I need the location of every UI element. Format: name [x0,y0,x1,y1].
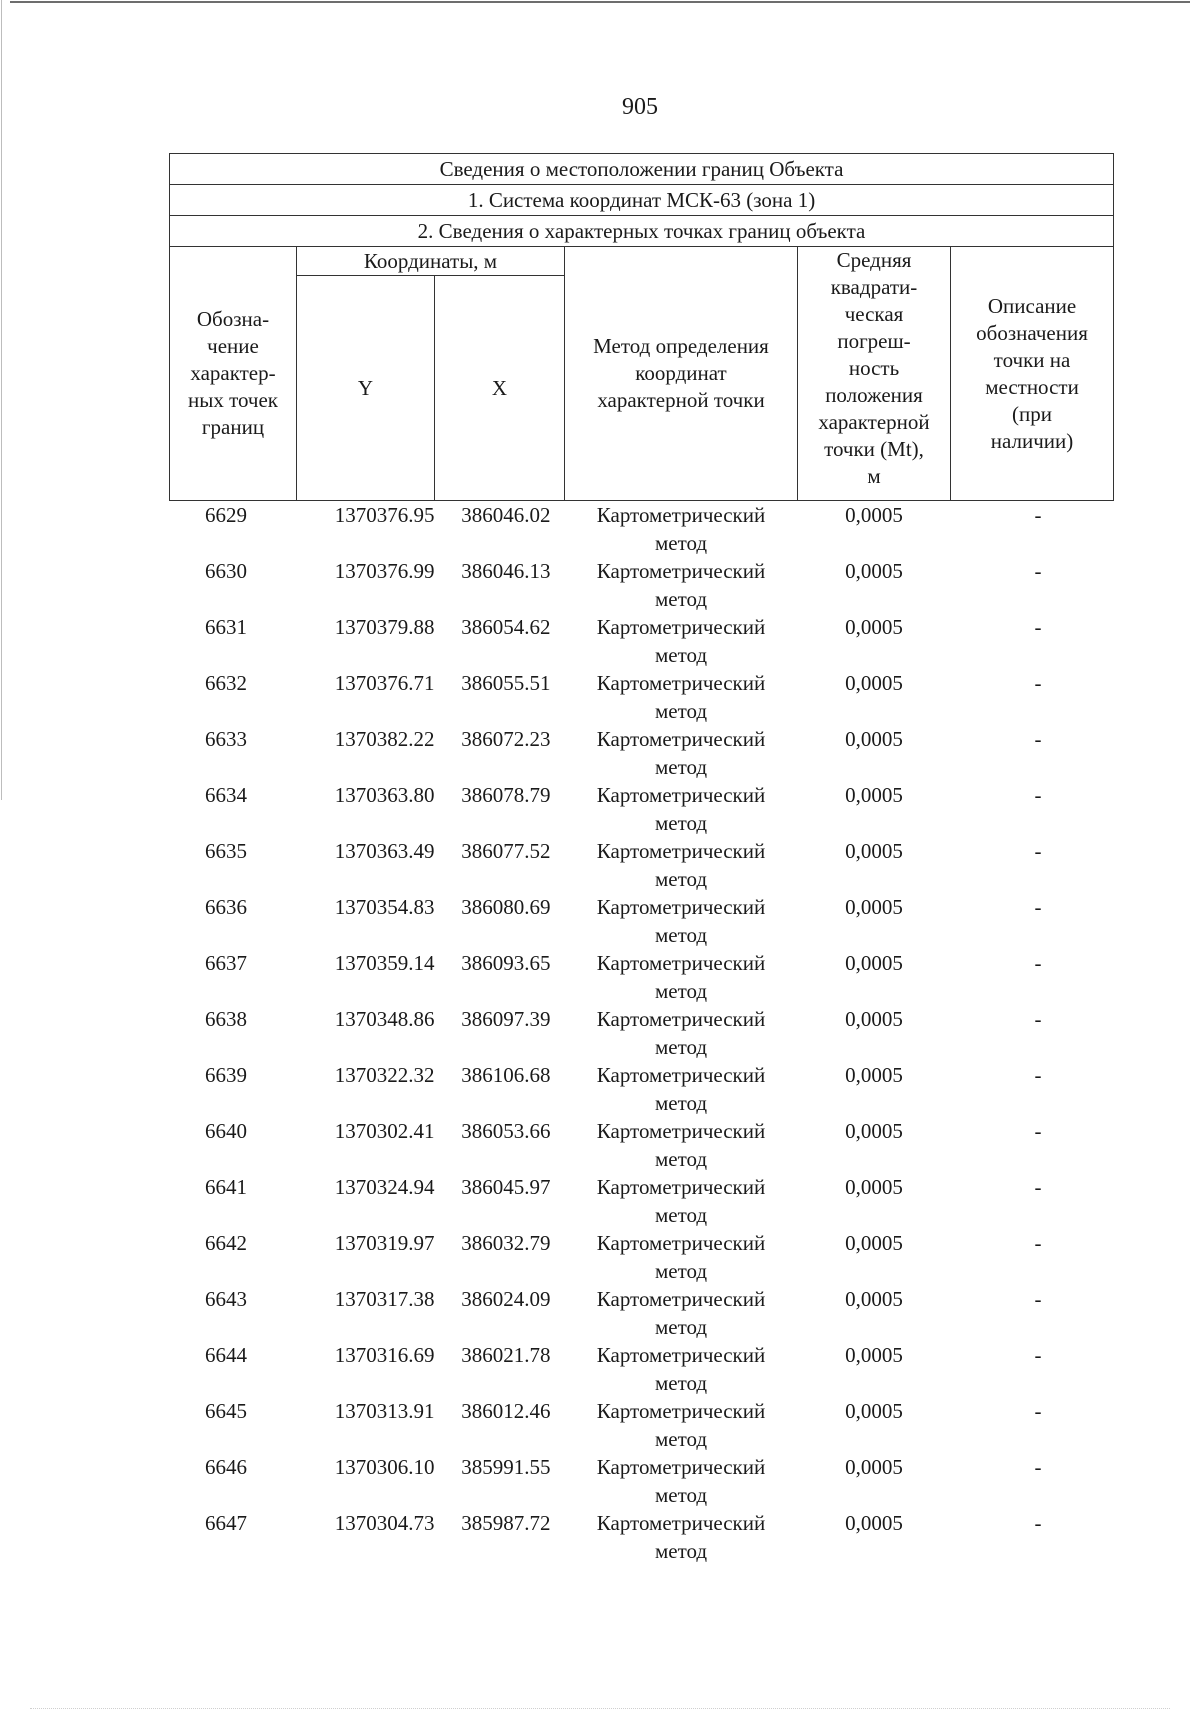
table-row [170,669,1114,725]
coord-y: 1370313.91 [334,1399,435,1423]
method-line-2: метод [654,643,708,667]
mean-square-error: 0,0005 [845,895,903,919]
method-line-1: Картометрический [596,559,766,583]
scan-top-border [10,1,1190,3]
coord-y: 1370379.88 [334,615,435,639]
method [565,1285,798,1341]
method [565,949,798,1005]
point-description: - [1034,1007,1042,1031]
method-line-2: метод [654,1035,708,1059]
mean-square-error: 0,0005 [845,615,903,639]
boundary-points-table [169,153,1114,1565]
coord-x: 385987.72 [461,1511,551,1535]
method [565,1341,798,1397]
coord-y: 1370382.22 [334,727,435,751]
mean-square-error: 0,0005 [845,1399,903,1423]
point-description: - [1034,951,1042,975]
coord-y: 1370348.86 [334,1007,435,1031]
method-line-1: Картометрический [596,1287,766,1311]
table-row [170,781,1114,837]
mean-square-error: 0,0005 [845,951,903,975]
table-row [170,1397,1114,1453]
point-name: 6640 [205,1119,247,1143]
table-row [170,557,1114,613]
method [565,781,798,837]
point-description: - [1034,1175,1042,1199]
coord-y: 1370363.49 [334,839,435,863]
coord-x: 386097.39 [461,1007,551,1031]
method-line-1: Картометрический [596,839,766,863]
point-name: 6644 [205,1343,247,1367]
method [565,1005,798,1061]
header-y: Y [297,276,435,501]
point-description: - [1034,671,1042,695]
coord-y: 1370322.32 [334,1063,435,1087]
coord-x: 386080.69 [461,895,551,919]
method-line-2: метод [654,979,708,1003]
table-row [170,1173,1114,1229]
mean-square-error: 0,0005 [845,1231,903,1255]
mean-square-error: 0,0005 [845,727,903,751]
method-line-1: Картометрический [596,615,766,639]
point-description: - [1034,783,1042,807]
table-row [170,1285,1114,1341]
method-line-2: метод [654,531,708,555]
method-line-2: метод [654,699,708,723]
point-name: 6634 [205,783,247,807]
coord-y: 1370302.41 [334,1119,435,1143]
coord-x: 386024.09 [461,1287,551,1311]
mean-square-error: 0,0005 [845,1287,903,1311]
point-description: - [1034,1231,1042,1255]
table-row [170,1117,1114,1173]
point-description: - [1034,727,1042,751]
mean-square-error: 0,0005 [845,1063,903,1087]
coord-x: 386054.62 [461,615,551,639]
method-line-1: Картометрический [596,503,766,527]
coord-x: 386093.65 [461,951,551,975]
table-row [170,613,1114,669]
table-row [170,949,1114,1005]
method-line-2: метод [654,1371,708,1395]
coord-y: 1370354.83 [334,895,435,919]
coord-x: 386053.66 [461,1119,551,1143]
table-title: Сведения о местоположении границ Объекта [170,154,1114,185]
method-line-1: Картометрический [596,1511,766,1535]
method-line-2: метод [654,1259,708,1283]
method-line-1: Картометрический [596,1175,766,1199]
point-name: 6639 [205,1063,247,1087]
method-line-1: Картометрический [596,1455,766,1479]
mean-square-error: 0,0005 [845,1119,903,1143]
method-line-2: метод [654,1203,708,1227]
method [565,501,798,558]
method [565,725,798,781]
coord-x: 386077.52 [461,839,551,863]
coord-x: 385991.55 [461,1455,551,1479]
scan-bottom-noise [30,1708,1170,1709]
method-line-1: Картометрический [596,1343,766,1367]
coord-y: 1370317.38 [334,1287,435,1311]
header-method: Метод определения координат характерной точки [565,247,798,501]
method [565,1061,798,1117]
method [565,557,798,613]
coord-y: 1370376.99 [334,559,435,583]
method [565,1397,798,1453]
coord-y: 1370316.69 [334,1343,435,1367]
method [565,1453,798,1509]
method-line-1: Картометрический [596,727,766,751]
method-line-1: Картометрический [596,1063,766,1087]
point-name: 6641 [205,1175,247,1199]
header-designation: Обозна- чение характер- ных точек границ [170,247,297,501]
coord-x: 386078.79 [461,783,551,807]
point-description: - [1034,615,1042,639]
method-line-1: Картометрический [596,783,766,807]
mean-square-error: 0,0005 [845,1455,903,1479]
method-line-1: Картометрический [596,951,766,975]
mean-square-error: 0,0005 [845,671,903,695]
coord-y: 1370306.10 [334,1455,435,1479]
coord-y: 1370359.14 [334,951,435,975]
point-name: 6642 [205,1231,247,1255]
point-name: 6643 [205,1287,247,1311]
table-row [170,1341,1114,1397]
mean-square-error: 0,0005 [845,783,903,807]
coord-y: 1370304.73 [334,1511,435,1535]
table-row [170,837,1114,893]
table-row [170,1509,1114,1565]
coord-x: 386045.97 [461,1175,551,1199]
page-number: 905 [622,94,658,120]
method-line-2: метод [654,1091,708,1115]
method-line-1: Картометрический [596,671,766,695]
coord-x: 386055.51 [461,671,551,695]
method-line-2: метод [654,1483,708,1507]
point-name: 6637 [205,951,247,975]
point-description: - [1034,1511,1042,1535]
table-row [170,893,1114,949]
coord-y: 1370376.71 [334,671,435,695]
mean-square-error: 0,0005 [845,559,903,583]
point-name: 6636 [205,895,247,919]
coord-y: 1370324.94 [334,1175,435,1199]
point-name: 6638 [205,1007,247,1031]
method-line-2: метод [654,755,708,779]
point-description: - [1034,559,1042,583]
point-name: 6633 [205,727,247,751]
method [565,1173,798,1229]
method [565,893,798,949]
header-description: Описание обозначения точки на местности (при наличии) [951,247,1114,501]
coord-x: 386046.13 [461,559,551,583]
point-description: - [1034,1287,1042,1311]
coord-x: 386106.68 [461,1063,551,1087]
mean-square-error: 0,0005 [845,1511,903,1535]
method [565,613,798,669]
method-line-2: метод [654,1539,708,1563]
mean-square-error: 0,0005 [845,839,903,863]
point-name: 6632 [205,671,247,695]
coord-x: 386032.79 [461,1231,551,1255]
table-row [170,1005,1114,1061]
coord-y: 1370319.97 [334,1231,435,1255]
point-description: - [1034,839,1042,863]
method-line-1: Картометрический [596,895,766,919]
method [565,837,798,893]
point-name: 6635 [205,839,247,863]
coord-y: 1370376.95 [334,503,435,527]
point-description: - [1034,895,1042,919]
point-name: 6645 [205,1399,247,1423]
point-description: - [1034,1455,1042,1479]
table-row [170,725,1114,781]
table-row [170,1453,1114,1509]
mean-square-error: 0,0005 [845,503,903,527]
coord-x: 386072.23 [461,727,551,751]
point-name: 6647 [205,1511,247,1535]
coordinate-system-caption: 1. Система координат МСК-63 (зона 1) [170,185,1114,216]
method-line-1: Картометрический [596,1231,766,1255]
method-line-1: Картометрический [596,1399,766,1423]
mean-square-error: 0,0005 [845,1007,903,1031]
method-line-2: метод [654,867,708,891]
header-x: X [435,276,565,501]
table-row [170,1061,1114,1117]
method-line-2: метод [654,923,708,947]
point-description: - [1034,1063,1042,1087]
method [565,669,798,725]
table-row [170,1229,1114,1285]
method-line-1: Картометрический [596,1119,766,1143]
table-body [170,501,1114,1566]
point-name: 6631 [205,615,247,639]
method [565,1509,798,1565]
method-line-2: метод [654,1315,708,1339]
mean-square-error: 0,0005 [845,1343,903,1367]
header-coordinates: Координаты, м [297,247,565,276]
method-line-2: метод [654,1147,708,1171]
point-description: - [1034,1399,1042,1423]
point-description: - [1034,1119,1042,1143]
section-caption: 2. Сведения о характерных точках границ объекта [170,216,1114,247]
point-name: 6646 [205,1455,247,1479]
coord-x: 386046.02 [461,503,551,527]
point-name: 6629 [205,503,247,527]
point-name: 6630 [205,559,247,583]
mean-square-error: 0,0005 [845,1175,903,1199]
method-line-1: Картометрический [596,1007,766,1031]
point-description: - [1034,1343,1042,1367]
coord-x: 386012.46 [461,1399,551,1423]
point-description: - [1034,503,1042,527]
coord-x: 386021.78 [461,1343,551,1367]
method [565,1229,798,1285]
coord-y: 1370363.80 [334,783,435,807]
method-line-2: метод [654,811,708,835]
method-line-2: метод [654,587,708,611]
method-line-2: метод [654,1427,708,1451]
table-row [170,501,1114,558]
method [565,1117,798,1173]
header-mean-square-error: Средняя квадрати- ческая погреш- ность положения характерной точки (Mt), м [798,247,951,501]
